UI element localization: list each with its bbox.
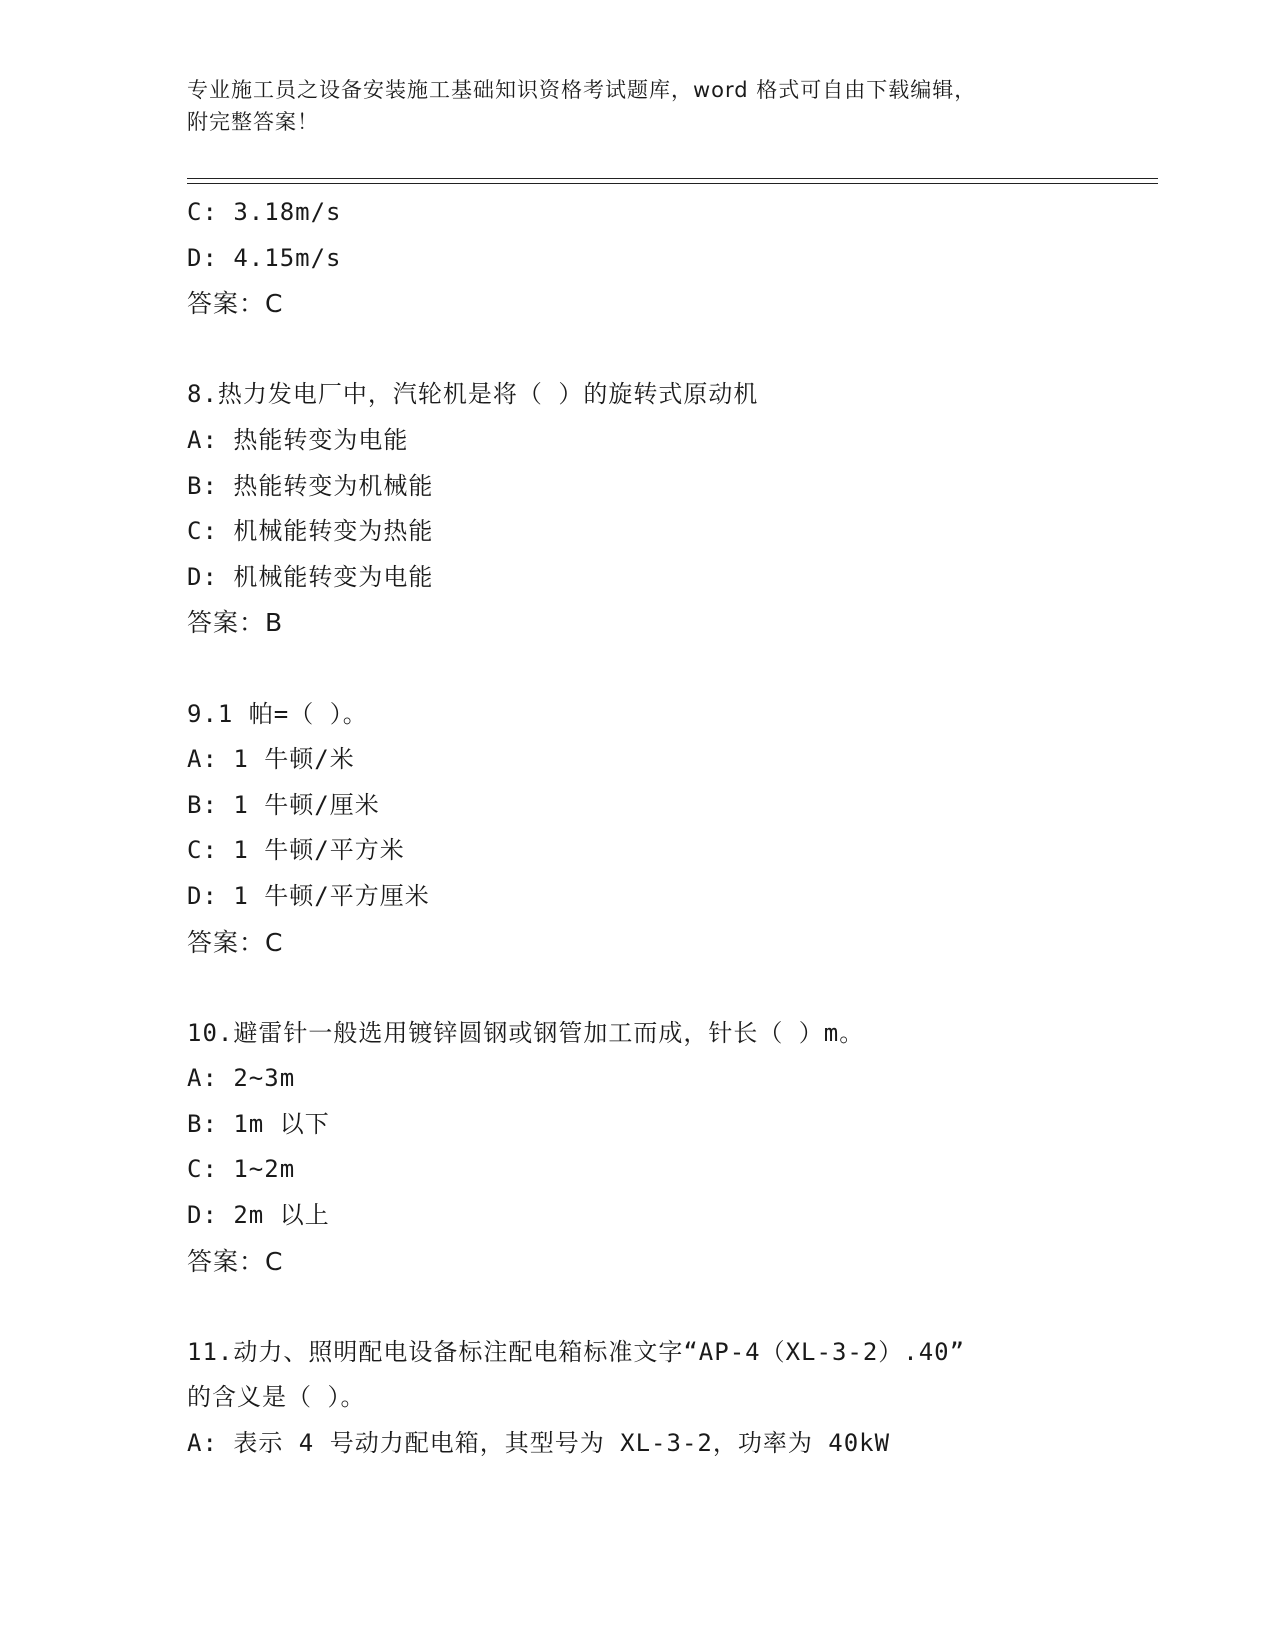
answer-text: 答案：C: [187, 1246, 284, 1276]
question-text-line-2: 的含义是（ ）。: [187, 1383, 366, 1412]
option-b: B: 热能转变为机械能: [187, 471, 434, 500]
question-text-line-1: 11.动力、照明配电设备标注配电箱标准文字“AP-4（XL-3-2）.40”: [187, 1337, 966, 1366]
option-a: A: 热能转变为电能: [187, 425, 409, 454]
question-text: 9.1 帕=（ ）。: [187, 699, 368, 728]
option-d: D: 1 牛顿/平方厘米: [187, 881, 430, 910]
option-a: A: 表示 4 号动力配电箱，其型号为 XL-3-2，功率为 40kW: [187, 1429, 891, 1458]
page-header: [187, 74, 1087, 138]
question-block-11: [187, 1330, 1147, 1467]
answer-text: 答案：C: [187, 289, 284, 319]
spacer: [187, 327, 1147, 373]
header-divider-top: [187, 178, 1158, 179]
question-block-9: [187, 692, 1147, 966]
header-line-2: 附完整答案！: [187, 110, 319, 134]
question-block-7: [187, 190, 1147, 327]
option-c: C: 3.18m/s: [187, 198, 342, 226]
answer-text: 答案：B: [187, 608, 284, 638]
option-b: B: 1 牛顿/厘米: [187, 790, 380, 819]
question-text: 10.避雷针一般选用镀锌圆钢或钢管加工而成，针长（ ）m。: [187, 1018, 865, 1047]
option-b: B: 1m 以下: [187, 1109, 330, 1138]
option-d: D: 2m 以上: [187, 1201, 330, 1230]
question-block-8: [187, 372, 1147, 646]
option-c: C: 1~2m: [187, 1155, 296, 1184]
option-a: A: 2~3m: [187, 1064, 296, 1093]
answer-text: 答案：C: [187, 927, 284, 957]
spacer: [187, 1284, 1147, 1330]
question-list: [187, 190, 1147, 1467]
option-a: A: 1 牛顿/米: [187, 745, 355, 774]
option-c: C: 机械能转变为热能: [187, 517, 434, 546]
option-c: C: 1 牛顿/平方米: [187, 836, 405, 865]
option-d: D: 4.15m/s: [187, 243, 342, 272]
option-d: D: 机械能转变为电能: [187, 562, 434, 591]
spacer: [187, 965, 1147, 1011]
question-text: 8.热力发电厂中，汽轮机是将（ ）的旋转式原动机: [187, 380, 759, 409]
header-line-1: 专业施工员之设备安装施工基础知识资格考试题库，word 格式可自由下载编辑，: [187, 78, 977, 102]
header-divider-bottom: [187, 183, 1158, 184]
question-block-10: [187, 1011, 1147, 1285]
spacer: [187, 646, 1147, 692]
